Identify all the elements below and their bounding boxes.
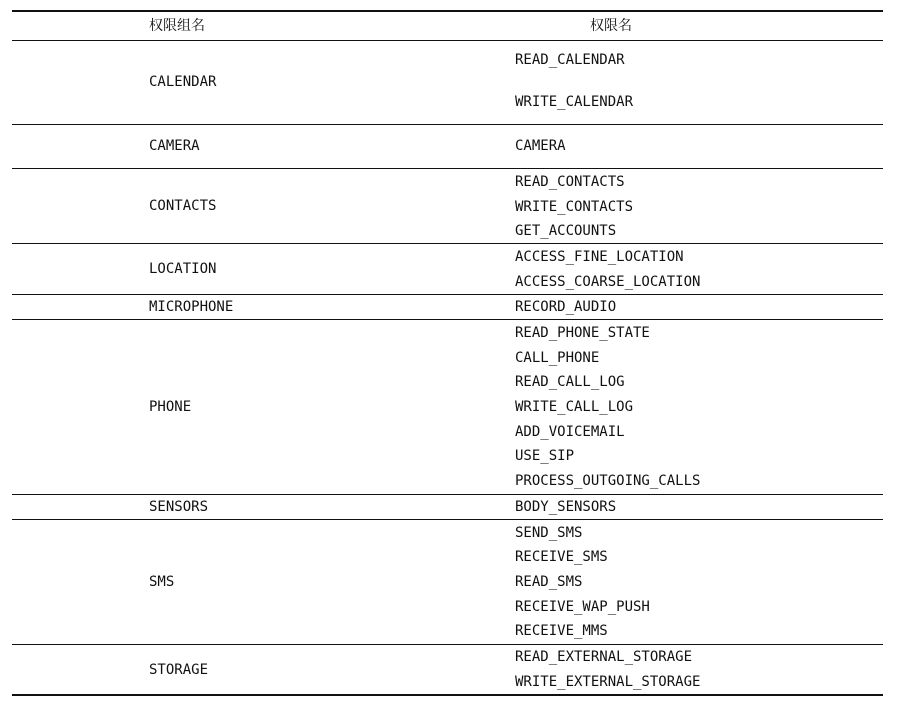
permission-write-calendar: WRITE_CALENDAR [515, 94, 634, 110]
group-name-sensors: SENSORS [149, 499, 209, 515]
group-name-phone: PHONE [149, 399, 192, 415]
permission-camera: CAMERA [515, 138, 566, 154]
permission-read-contacts: READ_CONTACTS [515, 174, 625, 190]
header-group-name: 权限组名 [149, 18, 205, 34]
group-name-sms: SMS [149, 574, 175, 590]
permission-call-phone: CALL_PHONE [515, 350, 600, 366]
permission-process-outgoing-calls: PROCESS_OUTGOING_CALLS [515, 473, 701, 489]
permission-write-contacts: WRITE_CONTACTS [515, 199, 634, 215]
permission-body-sensors: BODY_SENSORS [515, 499, 617, 515]
permission-record-audio: RECORD_AUDIO [515, 299, 617, 315]
permission-use-sip: USE_SIP [515, 448, 575, 464]
header-rule [12, 40, 883, 41]
permission-send-sms: SEND_SMS [515, 525, 583, 541]
group-separator [12, 124, 883, 125]
group-name-location: LOCATION [149, 261, 217, 277]
group-separator [12, 644, 883, 645]
group-name-camera: CAMERA [149, 138, 200, 154]
table-bottom-rule [12, 694, 883, 696]
permission-receive-mms: RECEIVE_MMS [515, 623, 608, 639]
permission-read-external-storage: READ_EXTERNAL_STORAGE [515, 649, 693, 665]
permission-table [12, 0, 883, 708]
permission-read-calendar: READ_CALENDAR [515, 52, 625, 68]
permission-receive-sms: RECEIVE_SMS [515, 549, 608, 565]
group-separator [12, 168, 883, 169]
table-top-rule [12, 10, 883, 12]
group-separator [12, 319, 883, 320]
permission-read-sms: READ_SMS [515, 574, 583, 590]
group-name-microphone: MICROPHONE [149, 299, 234, 315]
group-separator [12, 494, 883, 495]
group-separator [12, 519, 883, 520]
permission-write-external-storage: WRITE_EXTERNAL_STORAGE [515, 674, 701, 690]
group-name-calendar: CALENDAR [149, 74, 217, 90]
group-separator [12, 294, 883, 295]
permission-read-phone-state: READ_PHONE_STATE [515, 325, 650, 341]
group-name-contacts: CONTACTS [149, 198, 217, 214]
permission-receive-wap-push: RECEIVE_WAP_PUSH [515, 599, 650, 615]
permission-write-call-log: WRITE_CALL_LOG [515, 399, 634, 415]
permission-add-voicemail: ADD_VOICEMAIL [515, 424, 625, 440]
permission-read-call-log: READ_CALL_LOG [515, 374, 625, 390]
group-name-storage: STORAGE [149, 662, 209, 678]
permission-access-fine-location: ACCESS_FINE_LOCATION [515, 249, 684, 265]
group-separator [12, 243, 883, 244]
permission-get-accounts: GET_ACCOUNTS [515, 223, 617, 239]
header-permission-name: 权限名 [590, 18, 632, 34]
permission-access-coarse-location: ACCESS_COARSE_LOCATION [515, 274, 701, 290]
